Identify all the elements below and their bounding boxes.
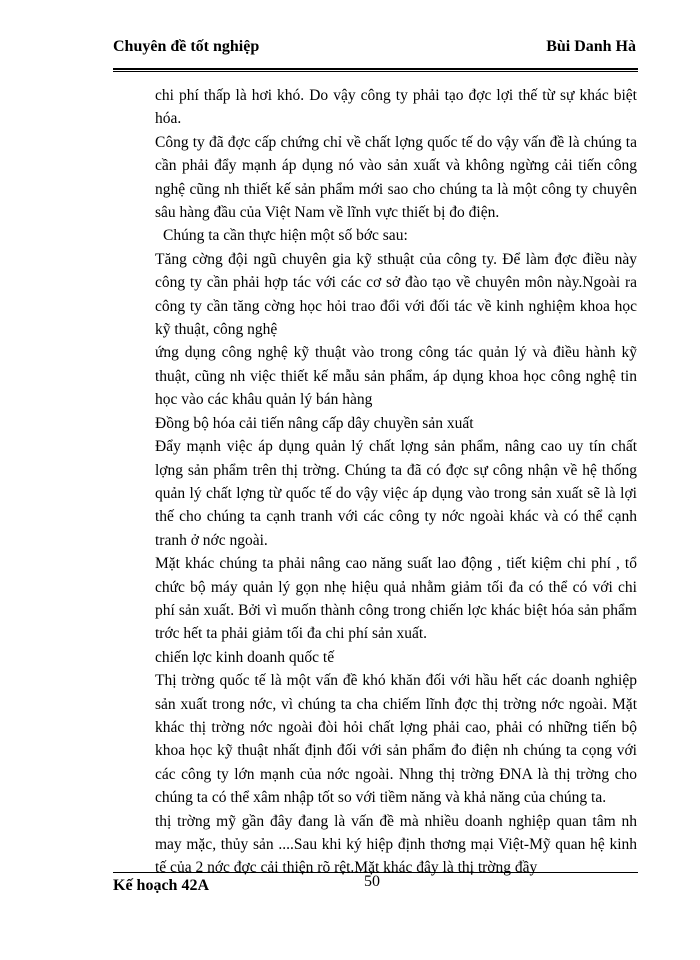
paragraph: chiến lợc kinh doanh quốc tế xyxy=(155,648,335,666)
header-title: Chuyên đề tốt nghiệp xyxy=(113,38,260,55)
paragraph: Công ty đã đợc cấp chứng chỉ về chất lợng quốc tế do vậy vấn đề là chúng ta cần phải đẩy mạnh áp dụng nó vào sản xuất và không ngừng cải tiến công nghệ cũng nh thiết kế sản phẩm mới sao cho chúng ta là một công ty chuyên sâu hàng đầu của Việt Nam về lĩnh vực thiết bị đo điện. xyxy=(155,133,637,222)
document-body xyxy=(155,84,637,880)
paragraph: Mặt khác chúng ta phải nâng cao năng suất lao động , tiết kiệm chi phí , tổ chức bộ máy quản lý gọn nhẹ hiệu quả nhằm giảm tối đa có thể có với chi phí sản xuất. Bởi vì muốn thành công trong chiến lợc khác biệt hóa sản phẩm trớc hết ta phải giảm tối đa chi phí sản xuất. xyxy=(155,555,637,643)
paragraph: Đẩy mạnh việc áp dụng quản lý chất lợng sản phẩm, nâng cao uy tín chất lợng sản phẩm trên thị trờng. Chúng ta đã có đợc sự công nhận về hệ thống quản lý chất lợng từ quốc tế do vậy việc áp dụng vào trong sản xuất sẽ là lợi thế cho chúng ta cạnh tranh với các công ty nớc ngoài khác và có thể cạnh tranh ở nớc ngoài. xyxy=(155,438,637,549)
paragraph: ứng dụng công nghệ kỹ thuật vào trong công tác quản lý và điều hành kỹ thuật, cũng nh việc thiết kế mẫu sản phẩm, áp dụng khoa học công nghệ tin học vào các khâu quản lý bán hàng xyxy=(155,344,637,409)
paragraph: Chúng ta cần thực hiện một số bớc sau: xyxy=(163,227,408,245)
footer-class-label: Kế hoạch 42A xyxy=(113,877,209,894)
paragraph: Thị trờng quốc tế là một vấn đề khó khăn đối với hầu hết các doanh nghiệp sản xuất trong nớc, vì chúng ta cha chiếm lĩnh đợc thị trờng nớc ngoài. Mặt khác thị trờng nớc ngoài đòi hỏi chất lợng phải cao, phải có những tiến bộ khoa học kỹ thuật nhất định đối với sản phẩm đo điện nh chúng ta cọng với các công ty lớn mạnh của nớc ngoài. Nhng thị trờng ĐNA là thị trờng cho chúng ta có thể xâm nhập tốt so với tiềm năng và khả năng của chúng ta. xyxy=(155,672,637,807)
paragraph: chi phí thấp là hơi khó. Do vậy công ty phải tạo đợc lợi thế từ sự khác biệt hóa. xyxy=(155,87,637,128)
header-divider xyxy=(113,68,638,70)
paragraph: thị trờng mỹ gần đây đang là vấn đề mà nhiều doanh nghiệp quan tâm nh may mặc, thủy sản ....Sau khi ký hiệp định thơng mại Việt-Mỹ quan hệ kinh tế của 2 nớc đợc cải thiện rõ rệt.Mặt khác đây là thị trờng đầy xyxy=(155,812,637,877)
header-author: Bùi Danh Hà xyxy=(546,38,636,55)
header-divider-thin xyxy=(113,71,638,72)
page-number: 50 xyxy=(364,873,380,890)
paragraph: Đồng bộ hóa cải tiến nâng cấp dây chuyền sản xuất xyxy=(155,414,474,432)
paragraph: Tăng cờng đội ngũ chuyên gia kỹ sthuật của công ty. Để làm đợc điều này công ty cần phải hợp tác với các cơ sở đào tạo về chuyên môn này.Ngoài ra công ty cần tăng cờng học hỏi trao đổi với đối tác về kinh nghiệm khoa học kỹ thuật, công nghệ xyxy=(155,250,637,339)
